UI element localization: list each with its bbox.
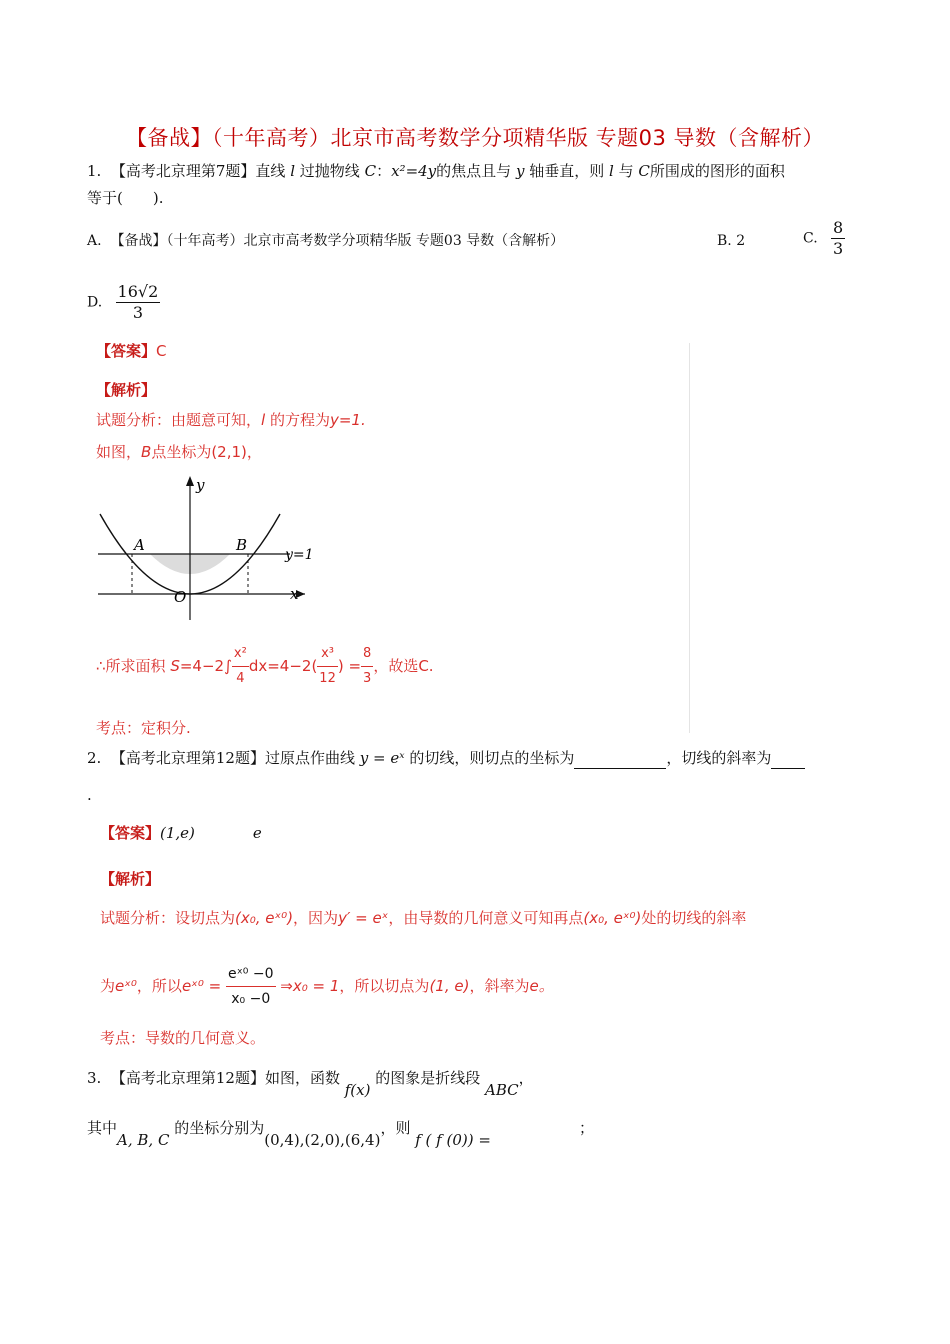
- graph-label-x: x: [290, 585, 299, 603]
- analysis-2-line-2: 为eˣ⁰，所以eˣ⁰ = $\frac{\text{eˣ⁰ −0}}{\text{x₀ −0}}$ ⇒x₀ = 1，所以切点为(1, e)，斜率为e。: [100, 962, 554, 1011]
- answer-blank-1[interactable]: [574, 750, 666, 769]
- graph-label-a: A: [134, 536, 145, 554]
- question-2-line-1: 2. 【高考北京理第12题】过原点作曲线 y = eˣ 的切线，则切点的坐标为 ，切线的斜率为: [87, 747, 805, 769]
- parabola-graph: [90, 470, 330, 630]
- question-1-line-1: 1. 【高考北京理第7题】直线 l 过抛物线 C：x²=4y的焦点且与 y 轴垂直，则 l 与 C所围成的图形的面积: [87, 162, 785, 180]
- analysis-1-tag: 【解析】: [96, 381, 157, 399]
- question-2-line-2: .: [87, 786, 92, 804]
- answer-2: 【答案】(1,e) e: [100, 824, 262, 842]
- option-c: C. $\frac{8}{3}$: [803, 218, 844, 258]
- question-3-line-1: 3. 【高考北京理第12题】如图，函数 f(x) 的图象是折线段 ABC，: [87, 1069, 534, 1099]
- analysis-2-line-1: 试题分析：设切点为(x₀, eˣ⁰)，因为y′ = eˣ，由导数的几何意义可知再点(x₀, eˣ⁰)处的切线的斜率: [100, 909, 747, 927]
- scan-border-line: [689, 343, 690, 733]
- analysis-2-tag: 【解析】: [100, 870, 161, 888]
- graph-label-origin: O: [174, 588, 187, 606]
- analysis-1-formula: ∴所求面积 S=4−2∫ $\frac{\text{x²}}{4}$ dx=4−2( $\frac{\text{x³}}{12}$ ) = $\frac{8}{3}$ ，故选C.: [96, 642, 434, 691]
- analysis-1-line-1: 试题分析：由题意可知，l 的方程为y=1.: [96, 411, 366, 429]
- answer-1: 【答案】C: [96, 342, 167, 360]
- option-d: D. $\frac{16√2}{3}$: [87, 282, 159, 322]
- graph-label-line: y=1: [285, 547, 314, 563]
- question-3-line-2: 其中A, B, C 的坐标分别为(0,4),(2,0),(6,4)，则 f ( f (0)) =；: [87, 1119, 594, 1149]
- answer-blank-2[interactable]: [771, 750, 805, 769]
- option-b: B. 2: [717, 233, 746, 249]
- analysis-1-line-2: 如图，B点坐标为(2,1)，: [96, 443, 262, 461]
- graph-label-b: B: [236, 536, 248, 554]
- page-title: 【备战】（十年高考）北京市高考数学分项精华版 专题03 导数（含解析）: [125, 126, 825, 150]
- graph-label-y: y: [196, 476, 205, 494]
- analysis-2-point: 考点：导数的几何意义。: [100, 1029, 266, 1047]
- question-1-line-2: 等于( ).: [87, 189, 164, 207]
- option-a: A. 【备战】（十年高考）北京市高考数学分项精华版 专题03 导数（含解析）: [87, 233, 565, 249]
- analysis-1-point: 考点：定积分.: [96, 719, 191, 737]
- y-axis-arrow-icon: [186, 476, 194, 486]
